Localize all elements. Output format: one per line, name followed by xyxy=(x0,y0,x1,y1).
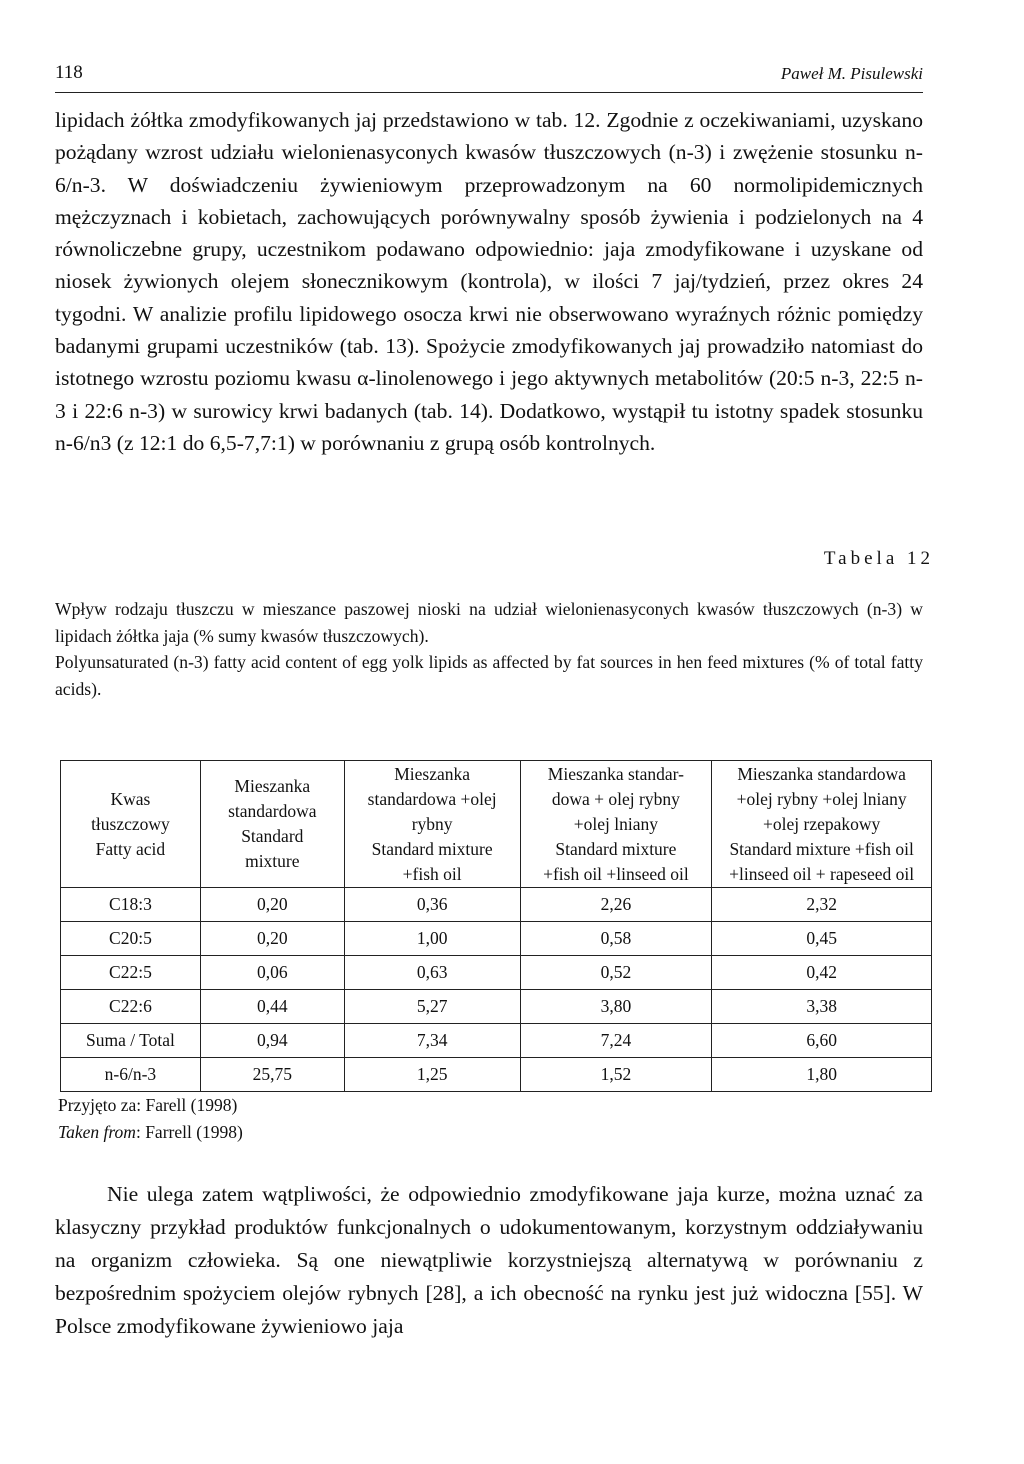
table-cell: 0,94 xyxy=(200,1024,344,1058)
row-label: C18:3 xyxy=(61,888,201,922)
body-paragraph-1: lipidach żółtka zmodyfikowanych jaj przedstawiono w tab. 12. Zgodnie z oczekiwaniami, uzyskano pożądany wzrost udziału wielonienasyconych kwasów tłuszczowych (n-3) i zwężenie stosunku n-6/n-3. W doświadczeniu żywieniowym przeprowadzonym na 60 normolipidemicznych mężczyznach i kobietach, zachowujących porównywalny sposób żywienia i podzielonych na 4 równoliczebne grupy, uczestnikom podawano odpowiednio: jaja zmodyfikowane i uzyskane od niosek żywionych olejem słonecznikowym (kontrola), w ilości 7 jaj/tydzień, przez okres 24 tygodni. W analizie profilu lipidowego osocza krwi nie obserwowano wyraźnych różnic pomiędzy badanymi grupami uczestników (tab. 13). Spożycie zmodyfikowanych jaj prowadziło natomiast do istotnego wzrostu poziomu kwasu α-linolenowego i jego aktywnych metabolitów (20:5 n-3, 22:5 n-3 i 22:6 n-3) w surowicy krwi badanych (tab. 14). Dodatkowo, wystąpił tu istotny spadek stosunku n-6/n3 (z 12:1 do 6,5-7,7:1) w porównaniu z grupą osób kontrolnych. xyxy=(55,108,923,455)
header-fish-linseed-rapeseed-mixture: Mieszanka standardowa +olej rybny +olej lniany +olej rzepakowy Standard mixture +fish oil +linseed oil + rapeseed oil xyxy=(712,761,932,888)
table-row xyxy=(61,922,932,956)
table-cell: 0,36 xyxy=(344,888,520,922)
caption-english: Polyunsaturated (n-3) fatty acid content of egg yolk lipids as affected by fat sources in hen feed mixtures (% of total fatty acids). xyxy=(55,652,923,699)
table-row xyxy=(61,888,932,922)
table-cell: 6,60 xyxy=(712,1024,932,1058)
row-label: C22:5 xyxy=(61,956,201,990)
table-cell: 0,20 xyxy=(200,922,344,956)
table-cell: 2,32 xyxy=(712,888,932,922)
table-row xyxy=(61,1058,932,1092)
caption-polish: Wpływ rodzaju tłuszczu w mieszance paszowej nioski na udział wielonienasyconych kwasów tłuszczowych (n-3) w lipidach żółtka jaja (% sumy kwasów tłuszczowych). xyxy=(55,599,923,646)
table-cell: 1,80 xyxy=(712,1058,932,1092)
table-row xyxy=(61,1024,932,1058)
table-cell: 3,38 xyxy=(712,990,932,1024)
table-cell: 0,20 xyxy=(200,888,344,922)
table-cell: 0,44 xyxy=(200,990,344,1024)
table-cell: 0,06 xyxy=(200,956,344,990)
table-source xyxy=(58,1092,243,1146)
table-cell: 3,80 xyxy=(520,990,712,1024)
body-paragraph-2: Nie ulega zatem wątpliwości, że odpowiednio zmodyfikowane jaja kurze, można uznać za klasyczny przykład produktów funkcjonalnych o udokumentowanym, korzystnym oddziaływaniu na organizm człowieka. Są one niewątpliwie korzystniejszą alternatywą w porównaniu z bezpośrednim spożyciem olejów rybnych [28], a ich obecność na rynku jest już widoczna [55]. W Polsce zmodyfikowane żywieniowo jaja xyxy=(55,1182,923,1338)
table-cell: 1,52 xyxy=(520,1058,712,1092)
table-cell: 0,45 xyxy=(712,922,932,956)
running-header xyxy=(55,62,923,93)
row-label: n-6/n-3 xyxy=(61,1058,201,1092)
table-cell: 5,27 xyxy=(344,990,520,1024)
table-cell: 7,34 xyxy=(344,1024,520,1058)
table-row xyxy=(61,956,932,990)
table-cell: 25,75 xyxy=(200,1058,344,1092)
table-cell: 0,52 xyxy=(520,956,712,990)
header-standard-mixture: Mieszanka standardowa Standard mixture xyxy=(200,761,344,888)
running-author: Paweł M. Pisulewski xyxy=(780,64,923,83)
table-cell: 0,63 xyxy=(344,956,520,990)
fatty-acid-table xyxy=(60,760,932,1092)
header-fish-oil-mixture: Mieszanka standardowa +olej rybny Standard mixture +fish oil xyxy=(344,761,520,888)
source-english-label: Taken from xyxy=(58,1122,136,1142)
table-caption xyxy=(55,596,923,702)
source-polish: Przyjęto za: Farell (1998) xyxy=(58,1095,238,1115)
table-cell: 1,25 xyxy=(344,1058,520,1092)
table-number: Tabela 12 xyxy=(823,548,934,569)
source-english xyxy=(58,1119,243,1146)
row-label: Suma / Total xyxy=(61,1024,201,1058)
table-row xyxy=(61,990,932,1024)
table-header xyxy=(61,761,932,888)
source-english-rest: : Farrell (1998) xyxy=(135,1122,243,1142)
header-fatty-acid: Kwas tłuszczowy Fatty acid xyxy=(61,761,201,888)
table-cell: 7,24 xyxy=(520,1024,712,1058)
row-label: C20:5 xyxy=(61,922,201,956)
header-fish-linseed-mixture: Mieszanka standar- dowa + olej rybny +olej lniany Standard mixture +fish oil +linseed oil xyxy=(520,761,712,888)
table-cell: 2,26 xyxy=(520,888,712,922)
table-cell: 0,42 xyxy=(712,956,932,990)
table-cell: 0,58 xyxy=(520,922,712,956)
page-number: 118 xyxy=(55,62,83,83)
table-cell: 1,00 xyxy=(344,922,520,956)
row-label: C22:6 xyxy=(61,990,201,1024)
